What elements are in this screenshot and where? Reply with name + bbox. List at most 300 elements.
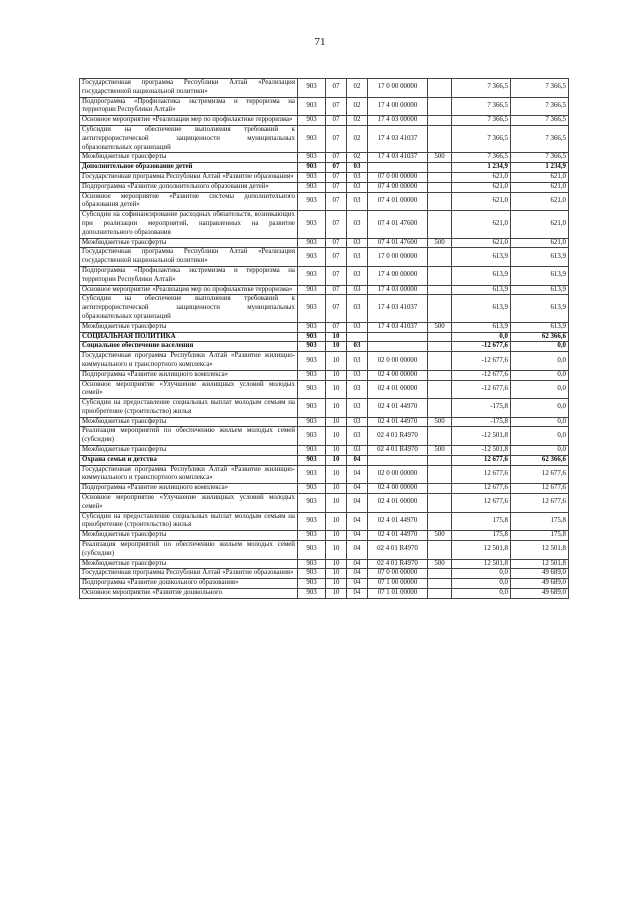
row-target-article: 17 4 03 00000 <box>368 116 428 126</box>
row-expense-type: 500 <box>428 322 452 332</box>
row-section-code: 10 <box>326 417 347 427</box>
row-amount-1: 0,0 <box>452 569 511 579</box>
row-name: Основное мероприятие «Реализация мер по профилактике терроризма» <box>80 116 298 126</box>
row-name: Подпрограмма «Развитие дошкольного образования» <box>80 579 298 589</box>
row-subsection-code: 03 <box>347 322 368 332</box>
row-amount-1: 613,9 <box>452 266 511 285</box>
row-section-code: 10 <box>326 399 347 418</box>
row-subsection-code: 04 <box>347 512 368 531</box>
row-amount-2: 12 677,6 <box>511 484 569 494</box>
row-name: Реализация мероприятий по обеспечению жильем молодых семей (субсидии) <box>80 541 298 560</box>
row-ministry-code: 903 <box>298 342 326 352</box>
row-ministry-code: 903 <box>298 579 326 589</box>
table-row <box>80 285 569 295</box>
row-subsection-code: 03 <box>347 238 368 248</box>
row-section-code: 07 <box>326 172 347 182</box>
row-section-code: 10 <box>326 494 347 513</box>
row-target-article: 17 4 03 00000 <box>368 285 428 295</box>
row-expense-type <box>428 285 452 295</box>
row-expense-type <box>428 116 452 126</box>
row-amount-1: 12 677,6 <box>452 494 511 513</box>
row-target-article: 07 0 00 00000 <box>368 172 428 182</box>
row-name: Субсидии на предоставление социальных выплат молодым семьям на приобретение (строительство) жилья <box>80 399 298 418</box>
row-ministry-code: 903 <box>298 484 326 494</box>
table-row <box>80 238 569 248</box>
row-target-article <box>368 332 428 342</box>
table-row <box>80 172 569 182</box>
row-target-article <box>368 163 428 173</box>
row-amount-2: 0,0 <box>511 370 569 380</box>
row-name: Дополнительное образование детей <box>80 163 298 173</box>
row-ministry-code: 903 <box>298 238 326 248</box>
row-expense-type <box>428 465 452 484</box>
row-section-code: 10 <box>326 380 347 399</box>
row-name: Межбюджетные трансферты <box>80 531 298 541</box>
row-target-article: 02 4 00 00000 <box>368 484 428 494</box>
row-amount-1: 7 366,5 <box>452 79 511 98</box>
row-amount-2: 175,8 <box>511 512 569 531</box>
row-amount-1: -12 677,6 <box>452 352 511 371</box>
row-amount-1: 621,0 <box>452 172 511 182</box>
row-amount-2: 0,0 <box>511 446 569 456</box>
table-row <box>80 589 569 599</box>
row-expense-type <box>428 352 452 371</box>
row-target-article: 17 4 03 41037 <box>368 153 428 163</box>
row-name: Основное мероприятие «Улучшение жилищных условий молодых семей» <box>80 380 298 399</box>
row-target-article: 17 0 00 00000 <box>368 79 428 98</box>
row-name: Реализация мероприятий по обеспечению жильем молодых семей (субсидии) <box>80 427 298 446</box>
table-row <box>80 295 569 322</box>
row-ministry-code: 903 <box>298 541 326 560</box>
row-target-article: 02 4 01 R4970 <box>368 427 428 446</box>
row-expense-type: 500 <box>428 531 452 541</box>
row-ministry-code: 903 <box>298 285 326 295</box>
row-expense-type <box>428 494 452 513</box>
row-amount-2: 621,0 <box>511 211 569 238</box>
row-section-code: 10 <box>326 559 347 569</box>
table-row <box>80 427 569 446</box>
table-row <box>80 248 569 267</box>
row-ministry-code: 903 <box>298 211 326 238</box>
row-amount-1: 621,0 <box>452 192 511 211</box>
row-expense-type <box>428 266 452 285</box>
row-subsection-code: 04 <box>347 589 368 599</box>
row-target-article: 07 1 01 00000 <box>368 589 428 599</box>
row-target-article: 02 4 01 00000 <box>368 380 428 399</box>
row-target-article: 17 4 03 41037 <box>368 322 428 332</box>
row-name: Межбюджетные трансферты <box>80 446 298 456</box>
row-amount-1: 613,9 <box>452 248 511 267</box>
table-row <box>80 559 569 569</box>
row-name: Подпрограмма «Профилактика экстремизма и терроризма на территории Республики Алтай» <box>80 266 298 285</box>
row-expense-type: 500 <box>428 153 452 163</box>
row-target-article: 02 4 01 R4970 <box>368 541 428 560</box>
row-expense-type <box>428 211 452 238</box>
row-name: Субсидии на предоставление социальных выплат молодым семьям на приобретение (строительство) жилья <box>80 512 298 531</box>
table-row <box>80 512 569 531</box>
row-ministry-code: 903 <box>298 332 326 342</box>
row-subsection-code: 02 <box>347 97 368 116</box>
row-ministry-code: 903 <box>298 97 326 116</box>
table-row <box>80 322 569 332</box>
row-section-code: 10 <box>326 465 347 484</box>
row-subsection-code: 04 <box>347 494 368 513</box>
row-section-code: 10 <box>326 446 347 456</box>
page-number: 71 <box>314 36 326 48</box>
row-ministry-code: 903 <box>298 559 326 569</box>
row-amount-1: 1 234,9 <box>452 163 511 173</box>
table-row <box>80 153 569 163</box>
table-row <box>80 125 569 152</box>
row-amount-2: 621,0 <box>511 238 569 248</box>
row-subsection-code: 03 <box>347 172 368 182</box>
budget-table <box>79 78 569 599</box>
table-row <box>80 455 569 465</box>
row-subsection-code: 03 <box>347 417 368 427</box>
row-ministry-code: 903 <box>298 465 326 484</box>
row-section-code: 07 <box>326 295 347 322</box>
row-ministry-code: 903 <box>298 380 326 399</box>
row-target-article: 02 4 00 00000 <box>368 370 428 380</box>
row-amount-2: 0,0 <box>511 380 569 399</box>
row-subsection-code: 02 <box>347 116 368 126</box>
row-amount-1: -12 501,8 <box>452 427 511 446</box>
table-row <box>80 332 569 342</box>
row-name: Основное мероприятие «Развитие системы дополнительного образования детей» <box>80 192 298 211</box>
row-subsection-code: 04 <box>347 579 368 589</box>
row-subsection-code: 02 <box>347 153 368 163</box>
row-ministry-code: 903 <box>298 589 326 599</box>
row-amount-1: 0,0 <box>452 579 511 589</box>
row-subsection-code: 03 <box>347 370 368 380</box>
row-amount-1: 12 677,6 <box>452 484 511 494</box>
row-amount-1: 613,9 <box>452 285 511 295</box>
row-ministry-code: 903 <box>298 153 326 163</box>
row-subsection-code: 03 <box>347 163 368 173</box>
row-target-article: 02 0 00 00000 <box>368 465 428 484</box>
row-expense-type: 500 <box>428 238 452 248</box>
row-subsection-code <box>347 332 368 342</box>
table-row <box>80 380 569 399</box>
table-row <box>80 370 569 380</box>
row-section-code: 07 <box>326 285 347 295</box>
row-amount-2: 0,0 <box>511 427 569 446</box>
row-name: Подпрограмма «Профилактика экстремизма и терроризма на территории Республики Алтай» <box>80 97 298 116</box>
row-expense-type <box>428 399 452 418</box>
row-expense-type: 500 <box>428 446 452 456</box>
row-target-article: 02 4 01 R4970 <box>368 446 428 456</box>
row-ministry-code: 903 <box>298 248 326 267</box>
row-target-article: 07 4 01 47600 <box>368 238 428 248</box>
row-section-code: 07 <box>326 238 347 248</box>
row-target-article <box>368 455 428 465</box>
row-expense-type <box>428 579 452 589</box>
row-ministry-code: 903 <box>298 79 326 98</box>
row-ministry-code: 903 <box>298 295 326 322</box>
row-section-code: 10 <box>326 484 347 494</box>
row-expense-type <box>428 295 452 322</box>
row-name: Подпрограмма «Развитие жилищного комплекса» <box>80 370 298 380</box>
row-expense-type <box>428 455 452 465</box>
row-section-code: 10 <box>326 427 347 446</box>
row-expense-type <box>428 97 452 116</box>
row-name: Государственная программа Республики Алтай «Реализация государственной национальной политики» <box>80 248 298 267</box>
row-target-article: 02 4 01 R4970 <box>368 559 428 569</box>
row-amount-2: 7 366,5 <box>511 125 569 152</box>
table-row <box>80 79 569 98</box>
row-section-code: 10 <box>326 370 347 380</box>
row-amount-2: 49 689,0 <box>511 579 569 589</box>
row-amount-2: 0,0 <box>511 352 569 371</box>
row-amount-1: 621,0 <box>452 182 511 192</box>
row-name: Государственная программа Республики Алтай «Развитие образования» <box>80 172 298 182</box>
row-expense-type <box>428 484 452 494</box>
row-expense-type <box>428 172 452 182</box>
row-ministry-code: 903 <box>298 531 326 541</box>
row-amount-1: -12 501,8 <box>452 446 511 456</box>
row-subsection-code: 03 <box>347 399 368 418</box>
table-row <box>80 163 569 173</box>
row-expense-type <box>428 541 452 560</box>
row-target-article: 02 0 00 00000 <box>368 352 428 371</box>
row-expense-type <box>428 380 452 399</box>
row-expense-type <box>428 427 452 446</box>
row-section-code: 07 <box>326 182 347 192</box>
row-name: Межбюджетные трансферты <box>80 153 298 163</box>
row-amount-2: 7 366,5 <box>511 153 569 163</box>
row-target-article: 07 4 01 00000 <box>368 192 428 211</box>
table-row <box>80 116 569 126</box>
row-subsection-code: 04 <box>347 484 368 494</box>
table-row <box>80 352 569 371</box>
row-amount-1: 175,8 <box>452 512 511 531</box>
row-target-article: 17 0 00 00000 <box>368 248 428 267</box>
row-name: Межбюджетные трансферты <box>80 238 298 248</box>
row-ministry-code: 903 <box>298 512 326 531</box>
row-name: Основное мероприятие «Улучшение жилищных условий молодых семей» <box>80 494 298 513</box>
row-expense-type <box>428 332 452 342</box>
row-expense-type <box>428 569 452 579</box>
row-subsection-code: 03 <box>347 248 368 267</box>
row-section-code: 10 <box>326 332 347 342</box>
row-amount-2: 7 366,5 <box>511 97 569 116</box>
row-subsection-code: 03 <box>347 446 368 456</box>
row-amount-1: -12 677,6 <box>452 342 511 352</box>
row-expense-type <box>428 342 452 352</box>
row-expense-type <box>428 163 452 173</box>
row-amount-2: 0,0 <box>511 417 569 427</box>
row-target-article: 02 4 01 44970 <box>368 531 428 541</box>
row-subsection-code: 02 <box>347 79 368 98</box>
row-section-code: 07 <box>326 211 347 238</box>
row-subsection-code: 02 <box>347 125 368 152</box>
row-ministry-code: 903 <box>298 352 326 371</box>
row-ministry-code: 903 <box>298 116 326 126</box>
row-section-code: 07 <box>326 79 347 98</box>
row-section-code: 10 <box>326 352 347 371</box>
table-row <box>80 494 569 513</box>
row-target-article: 07 1 00 00000 <box>368 579 428 589</box>
row-section-code: 07 <box>326 125 347 152</box>
row-amount-1: 0,0 <box>452 332 511 342</box>
table-row <box>80 97 569 116</box>
row-target-article: 02 4 01 44970 <box>368 512 428 531</box>
row-amount-2: 49 689,0 <box>511 569 569 579</box>
row-name: Государственная программа Республики Алтай «Развитие жилищно-коммунального и транспортного комплекса» <box>80 465 298 484</box>
row-amount-1: 7 366,5 <box>452 125 511 152</box>
row-subsection-code: 03 <box>347 211 368 238</box>
row-ministry-code: 903 <box>298 399 326 418</box>
row-name: Охрана семьи и детства <box>80 455 298 465</box>
row-name: Межбюджетные трансферты <box>80 417 298 427</box>
row-name: Субсидии на софинансирование расходных обязательств, возникающих при реализации мероприятий, направленных на развитие дополнительного образования <box>80 211 298 238</box>
row-section-code: 07 <box>326 322 347 332</box>
row-expense-type <box>428 512 452 531</box>
row-amount-2: 49 689,0 <box>511 589 569 599</box>
row-name: Основное мероприятие «Реализация мер по профилактике терроризма» <box>80 285 298 295</box>
row-section-code: 10 <box>326 342 347 352</box>
row-ministry-code: 903 <box>298 266 326 285</box>
row-amount-1: 12 501,8 <box>452 559 511 569</box>
row-expense-type <box>428 79 452 98</box>
row-name: Субсидии на обеспечение выполнения требований к антитеррористической защищенности муниципальных образовательных организаций <box>80 125 298 152</box>
table-row <box>80 417 569 427</box>
row-amount-2: 613,9 <box>511 248 569 267</box>
row-name: Государственная программа Республики Алтай «Развитие жилищно-коммунального и транспортного комплекса» <box>80 352 298 371</box>
row-subsection-code: 04 <box>347 559 368 569</box>
row-subsection-code: 03 <box>347 182 368 192</box>
row-amount-2: 613,9 <box>511 295 569 322</box>
row-name: Подпрограмма «Развитие жилищного комплекса» <box>80 484 298 494</box>
row-amount-2: 621,0 <box>511 172 569 182</box>
row-amount-1: 7 366,5 <box>452 116 511 126</box>
row-amount-1: -175,8 <box>452 417 511 427</box>
row-expense-type <box>428 370 452 380</box>
row-amount-2: 12 501,8 <box>511 541 569 560</box>
row-amount-2: 613,9 <box>511 322 569 332</box>
row-expense-type <box>428 182 452 192</box>
row-ministry-code: 903 <box>298 446 326 456</box>
row-amount-1: 0,0 <box>452 589 511 599</box>
row-subsection-code: 03 <box>347 266 368 285</box>
row-expense-type <box>428 248 452 267</box>
table-row <box>80 399 569 418</box>
row-name: Социальное обеспечение населения <box>80 342 298 352</box>
row-subsection-code: 03 <box>347 380 368 399</box>
row-ministry-code: 903 <box>298 494 326 513</box>
table-row <box>80 182 569 192</box>
table-row <box>80 342 569 352</box>
table-row <box>80 465 569 484</box>
row-section-code: 07 <box>326 116 347 126</box>
row-subsection-code: 03 <box>347 295 368 322</box>
row-amount-2: 12 677,6 <box>511 465 569 484</box>
row-name: Межбюджетные трансферты <box>80 322 298 332</box>
row-section-code: 10 <box>326 531 347 541</box>
row-section-code: 10 <box>326 579 347 589</box>
row-expense-type <box>428 125 452 152</box>
row-amount-2: 175,8 <box>511 531 569 541</box>
table-row <box>80 541 569 560</box>
row-expense-type <box>428 192 452 211</box>
row-section-code: 07 <box>326 153 347 163</box>
row-amount-1: -12 677,6 <box>452 370 511 380</box>
row-target-article: 07 4 01 47600 <box>368 211 428 238</box>
row-amount-2: 12 677,6 <box>511 494 569 513</box>
row-amount-2: 62 366,6 <box>511 455 569 465</box>
row-target-article: 07 4 00 00000 <box>368 182 428 192</box>
row-name: Субсидии на обеспечение выполнения требований к антитеррористической защищенности муниципальных образовательных организаций <box>80 295 298 322</box>
row-name: Государственная программа Республики Алтай «Реализация государственной национальной политики» <box>80 79 298 98</box>
row-amount-1: 7 366,5 <box>452 97 511 116</box>
row-subsection-code: 03 <box>347 342 368 352</box>
row-ministry-code: 903 <box>298 192 326 211</box>
row-name: Межбюджетные трансферты <box>80 559 298 569</box>
table-row <box>80 266 569 285</box>
row-ministry-code: 903 <box>298 182 326 192</box>
row-expense-type: 500 <box>428 417 452 427</box>
row-target-article <box>368 342 428 352</box>
row-target-article: 17 4 03 41037 <box>368 125 428 152</box>
row-name: СОЦИАЛЬНАЯ ПОЛИТИКА <box>80 332 298 342</box>
row-ministry-code: 903 <box>298 427 326 446</box>
table-row <box>80 484 569 494</box>
row-amount-2: 1 234,9 <box>511 163 569 173</box>
row-ministry-code: 903 <box>298 569 326 579</box>
row-name: Подпрограмма «Развитие дополнительного образования детей» <box>80 182 298 192</box>
row-section-code: 10 <box>326 569 347 579</box>
table-row <box>80 211 569 238</box>
row-amount-2: 621,0 <box>511 192 569 211</box>
row-subsection-code: 04 <box>347 541 368 560</box>
row-name: Государственная программа Республики Алтай «Развитие образования» <box>80 569 298 579</box>
row-target-article: 02 4 01 44970 <box>368 417 428 427</box>
row-section-code: 10 <box>326 455 347 465</box>
row-ministry-code: 903 <box>298 163 326 173</box>
row-amount-1: 175,8 <box>452 531 511 541</box>
row-amount-1: 613,9 <box>452 295 511 322</box>
row-amount-2: 7 366,5 <box>511 79 569 98</box>
row-ministry-code: 903 <box>298 322 326 332</box>
row-section-code: 10 <box>326 541 347 560</box>
row-subsection-code: 04 <box>347 569 368 579</box>
row-amount-1: 621,0 <box>452 238 511 248</box>
row-ministry-code: 903 <box>298 125 326 152</box>
row-amount-1: 621,0 <box>452 211 511 238</box>
row-amount-1: 12 677,6 <box>452 465 511 484</box>
row-section-code: 10 <box>326 512 347 531</box>
row-amount-1: -175,8 <box>452 399 511 418</box>
row-target-article: 07 0 00 00000 <box>368 569 428 579</box>
row-expense-type <box>428 589 452 599</box>
row-subsection-code: 03 <box>347 352 368 371</box>
row-amount-2: 0,0 <box>511 399 569 418</box>
row-amount-2: 0,0 <box>511 342 569 352</box>
table-row <box>80 192 569 211</box>
row-target-article: 17 4 03 41037 <box>368 295 428 322</box>
row-amount-1: -12 677,6 <box>452 380 511 399</box>
row-ministry-code: 903 <box>298 417 326 427</box>
row-section-code: 07 <box>326 163 347 173</box>
table-row <box>80 569 569 579</box>
table-row <box>80 446 569 456</box>
row-amount-2: 7 366,5 <box>511 116 569 126</box>
row-ministry-code: 903 <box>298 370 326 380</box>
row-subsection-code: 04 <box>347 455 368 465</box>
row-subsection-code: 03 <box>347 427 368 446</box>
row-expense-type: 500 <box>428 559 452 569</box>
row-subsection-code: 03 <box>347 192 368 211</box>
